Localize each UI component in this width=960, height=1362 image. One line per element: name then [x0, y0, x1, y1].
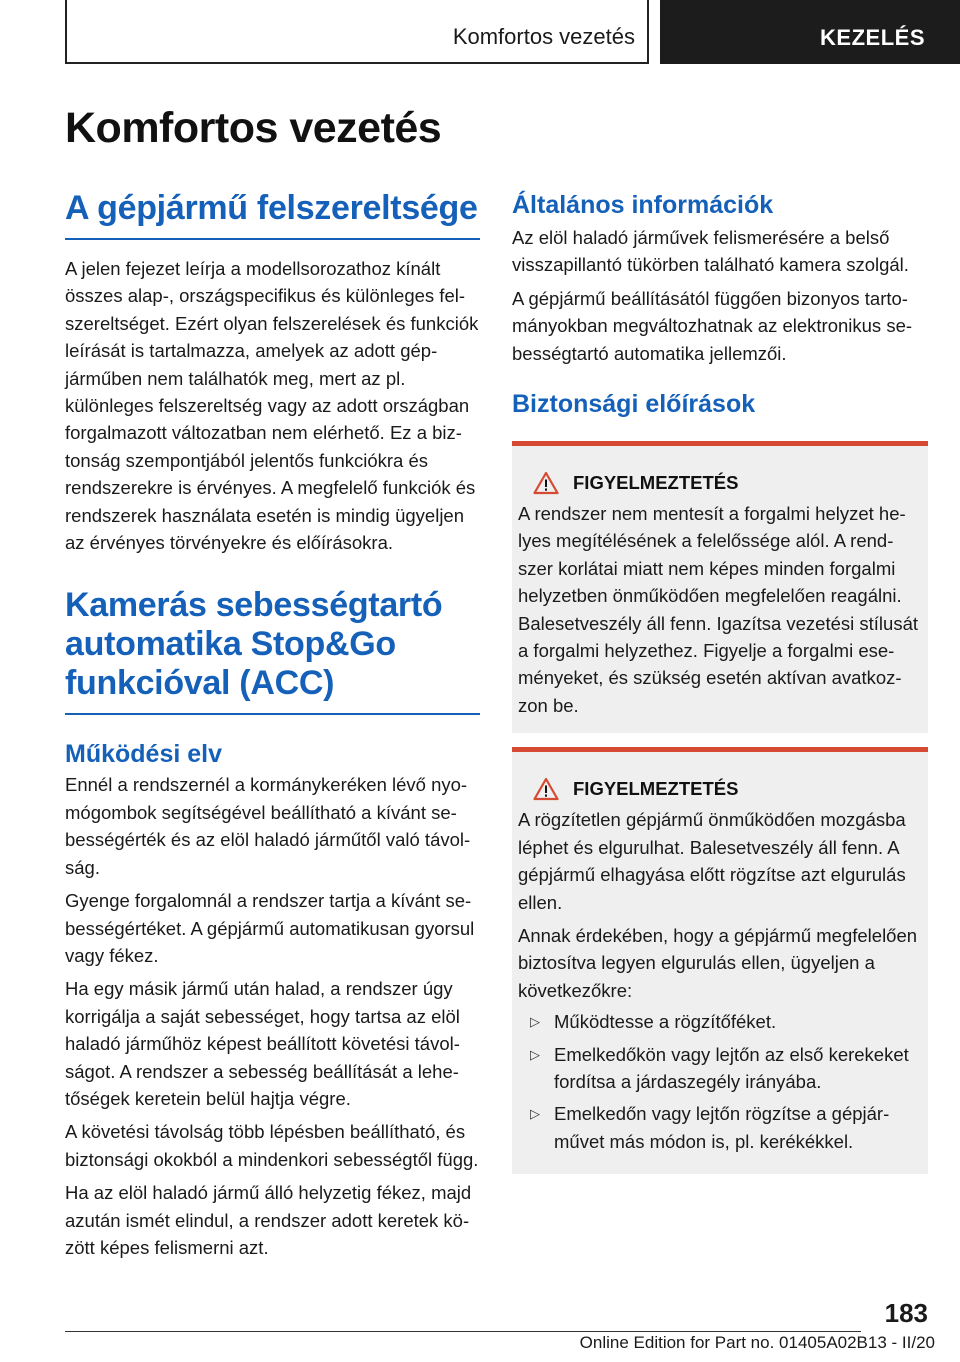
- page-title: Komfortos vezetés: [65, 104, 442, 152]
- paragraph: Ha egy másik jármű után halad, a rendszer úgy korrigálja a saját sebességet, hogy tartsa az elöl haladó járműhöz képest beállított követési távolságot. A rendszer a sebesség beállítását a lehetőségek keretein belül hajtja végre.: [65, 978, 460, 1109]
- heading-rule: [65, 713, 480, 715]
- warning-box: [512, 747, 928, 1174]
- heading-acc: Kamerás sebességtartó automatika Stop&Go funkcióval (ACC): [65, 586, 443, 703]
- header-chapter-tab: [660, 0, 960, 64]
- right-column: [512, 190, 928, 1174]
- warning-text: A rendszer nem mentesít a forgalmi helyzet helyes megítélésének a felelőssége alól. A rendszer korlátai miatt nem képes minden forgalmi helyzetben önműködően megfelelően reagálni. Balesetveszély áll fenn. Igazítsa vezetési stílusát a forgalmi helyzethez. Figyelje a forgalmi eseményeket, és szükség esetén aktívan avatkozzon be.: [518, 503, 919, 716]
- heading-equipment: A gépjármű felszereltsége: [65, 189, 478, 227]
- heading-safety: Biztonsági előírások: [512, 390, 756, 419]
- triangle-right-icon: ▷: [530, 1106, 540, 1122]
- paragraph: Gyenge forgalomnál a rendszer tartja a kívánt sebességértéket. A gépjármű automatikusan gyorsul vagy fékez.: [65, 890, 475, 966]
- header-rule-right: [647, 0, 649, 63]
- warning-triangle-icon: [533, 471, 559, 495]
- header-rule-left: [65, 0, 67, 63]
- list-item: [518, 1041, 922, 1096]
- paragraph: Ennél a rendszernél a kormánykeréken lévő nyomógombok segítségével beállítható a kívánt sebességérték és az elöl haladó járműtől való távolság.: [65, 774, 471, 878]
- left-column: [65, 188, 480, 1261]
- list-item-text: Emelkedőn vagy lejtőn rögzítse a gépjárművet más módon is, pl. kerékékkel.: [554, 1103, 890, 1152]
- paragraph: A gépjármű beállításától függően bizonyos tartományokban megváltozhatnak az elektronikus sebességtartó automatika jellemzői.: [512, 287, 913, 364]
- triangle-right-icon: ▷: [530, 1014, 540, 1030]
- footer-rule: [65, 1331, 861, 1332]
- precaution-list: [518, 1008, 922, 1155]
- warning-triangle-icon: [533, 777, 559, 801]
- list-item-text: Működtesse a rögzítőféket.: [554, 1011, 777, 1033]
- warning-box: [512, 441, 928, 733]
- paragraph: A követési távolság több lépésben beállítható, és biztonsági okokból a mindenkori sebességtől függ.: [65, 1121, 479, 1170]
- header-chapter-label: KEZELÉS: [820, 25, 925, 50]
- heading-principle: Működési elv: [65, 740, 222, 769]
- warning-title-row: [518, 468, 922, 498]
- header-rule-bottom: [65, 62, 649, 64]
- warning-title: FIGYELMEZTETÉS: [573, 778, 739, 800]
- footer-edition: Online Edition for Part no. 01405A02B13 - II/20: [579, 1333, 935, 1352]
- paragraph: Ha az elöl haladó jármű álló helyzetig fékez, majd azután ismét elindul, a rendszer adott keretek között képes felismerni azt.: [65, 1182, 472, 1258]
- warning-text: A rögzítetlen gépjármű önműködően mozgásba léphet és elgurulhat. Balesetveszély áll fenn. A gépjármű elhagyása előtt rögzítse azt elgurulás ellen.: [518, 809, 906, 913]
- list-item: [518, 1100, 922, 1155]
- paragraph: Az elöl haladó járművek felismerésére a belső visszapillantó tükörben található kamera szolgál.: [512, 227, 909, 276]
- page-number: 183: [884, 1298, 928, 1328]
- warning-text: Annak érdekében, hogy a gépjármű megfelelően biztosítva legyen elgurulás ellen, ügyeljen a következőkre:: [518, 924, 918, 1001]
- warning-title: FIGYELMEZTETÉS: [573, 472, 739, 494]
- triangle-right-icon: ▷: [530, 1046, 540, 1062]
- heading-rule: [65, 238, 480, 240]
- header-section-title: Komfortos vezetés: [452, 24, 635, 49]
- list-item-text: Emelkedőkön vagy lejtőn az első kerekeket fordítsa a járdaszegély irányába.: [554, 1043, 909, 1092]
- list-item: [518, 1008, 922, 1035]
- heading-general: Általános információk: [512, 191, 774, 219]
- warning-title-row: [518, 774, 922, 804]
- paragraph-equipment: A jelen fejezet leírja a modellsorozathoz kínált összes alap-, országspecifikus és különleges felszereltséget. Ezért olyan felszerelések és funkciók leírását is tartalmazza, amelyek az adott gépjárműben nem találhatók meg, mert az pl. különleges felszereltség vagy az adott országban forgalmazott változatban nem elérhető. Ez a biztonság szempontjából jelentős funkciókra és rendszerekre is érvényes. A megfelelő funkciók és rendszerek használata esetén is mindig ügyeljen az érvényes törvényekre és előírásokra.: [65, 258, 479, 554]
